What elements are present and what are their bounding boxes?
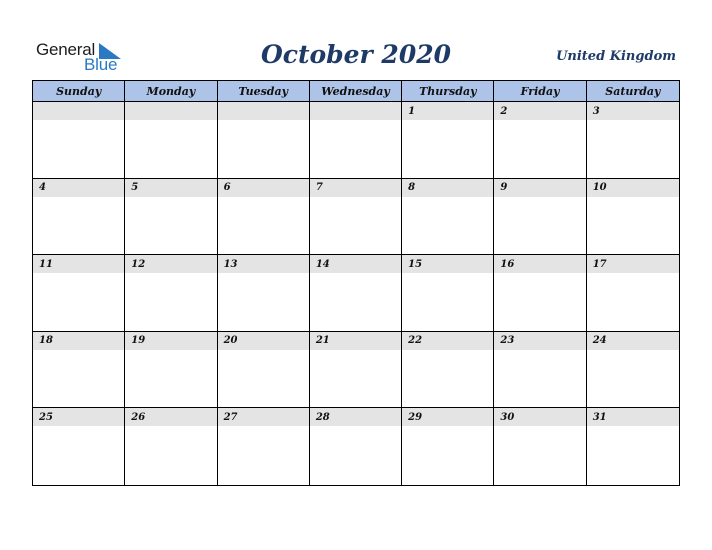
day-cell — [218, 255, 310, 332]
day-number: 2 — [500, 105, 508, 117]
day-number: 9 — [500, 182, 508, 194]
day-number-bar — [402, 179, 493, 197]
day-number: 22 — [408, 335, 423, 347]
day-cell — [33, 255, 125, 332]
day-cell — [218, 102, 310, 179]
day-number: 18 — [39, 335, 53, 347]
day-number: 19 — [131, 335, 146, 347]
day-number-bar — [125, 408, 216, 426]
day-number-bar — [125, 255, 216, 273]
day-number: 10 — [592, 182, 607, 194]
logo-text-general: General — [36, 40, 96, 59]
day-number: 17 — [592, 258, 607, 270]
day-number: 15 — [408, 258, 423, 270]
country-label: United Kingdom — [556, 49, 676, 64]
day-cell — [125, 102, 217, 179]
day-number-bar — [218, 179, 309, 197]
day-number-bar — [33, 408, 124, 426]
day-cell — [494, 179, 586, 256]
day-number-bar — [33, 255, 124, 273]
day-cell — [310, 255, 402, 332]
day-number: 29 — [408, 411, 423, 423]
day-number-bar — [310, 408, 401, 426]
day-number-bar — [494, 332, 585, 350]
day-cell — [125, 408, 217, 485]
day-number: 30 — [500, 411, 515, 423]
day-cell — [587, 179, 679, 256]
day-cell — [587, 332, 679, 409]
logo-text-blue: Blue — [84, 55, 118, 74]
day-cell — [310, 408, 402, 485]
day-number-bar — [587, 332, 679, 350]
day-cell — [587, 408, 679, 485]
day-cell — [402, 102, 494, 179]
day-number: 24 — [592, 335, 607, 347]
day-number: 7 — [315, 182, 323, 194]
day-cell — [310, 179, 402, 256]
day-number: 28 — [315, 411, 330, 423]
day-number-bar — [494, 408, 585, 426]
day-cell — [402, 255, 494, 332]
day-number-bar — [218, 102, 309, 120]
day-number: 1 — [408, 105, 416, 117]
day-number-bar — [125, 332, 216, 350]
day-number: 13 — [223, 258, 238, 270]
day-cell — [33, 179, 125, 256]
day-number: 23 — [500, 335, 515, 347]
day-cell — [33, 332, 125, 409]
day-cell — [494, 255, 586, 332]
day-number: 20 — [223, 335, 238, 347]
day-cell — [125, 179, 217, 256]
day-number: 21 — [315, 335, 330, 347]
day-cell — [587, 102, 679, 179]
day-cell — [402, 408, 494, 485]
day-cell — [125, 255, 217, 332]
day-cell — [125, 332, 217, 409]
day-number: 6 — [223, 182, 231, 194]
day-number-bar — [494, 255, 585, 273]
day-cell — [402, 332, 494, 409]
day-cell — [494, 408, 586, 485]
day-number-bar — [587, 408, 679, 426]
day-number-bar — [310, 179, 401, 197]
day-number-bar — [587, 102, 679, 120]
calendar-title: October 2020 — [260, 40, 452, 69]
weekday-header-friday: Friday — [494, 81, 586, 102]
day-cell — [218, 179, 310, 256]
day-number-bar — [218, 255, 309, 273]
day-number-bar — [402, 102, 493, 120]
day-number-bar — [402, 332, 493, 350]
day-number: 3 — [592, 105, 600, 117]
day-cell — [587, 255, 679, 332]
day-cell — [33, 408, 125, 485]
day-number: 8 — [408, 182, 416, 194]
day-number: 4 — [39, 182, 46, 194]
day-number: 25 — [39, 411, 53, 423]
day-number: 27 — [223, 411, 238, 423]
day-number: 5 — [131, 182, 139, 194]
day-cell — [310, 332, 402, 409]
weekday-header-wednesday: Wednesday — [310, 81, 402, 102]
day-number: 26 — [131, 411, 146, 423]
day-cell — [494, 102, 586, 179]
day-number-bar — [218, 332, 309, 350]
day-number-bar — [587, 255, 679, 273]
day-number: 14 — [315, 258, 330, 270]
weekday-header-monday: Monday — [125, 81, 217, 102]
day-number-bar — [125, 179, 216, 197]
day-number-bar — [494, 179, 585, 197]
day-number-bar — [33, 102, 124, 120]
day-number-bar — [33, 332, 124, 350]
day-number-bar — [218, 408, 309, 426]
day-cell — [33, 102, 125, 179]
day-cell — [218, 408, 310, 485]
day-cell — [310, 102, 402, 179]
day-number-bar — [494, 102, 585, 120]
day-number: 11 — [39, 258, 53, 270]
day-number-bar — [310, 332, 401, 350]
day-cell — [402, 179, 494, 256]
day-cell — [494, 332, 586, 409]
day-number-bar — [125, 102, 216, 120]
day-number-bar — [402, 255, 493, 273]
day-number: 12 — [131, 258, 146, 270]
weekday-header-sunday: Sunday — [33, 81, 125, 102]
day-number-bar — [402, 408, 493, 426]
day-number-bar — [587, 179, 679, 197]
day-number-bar — [310, 255, 401, 273]
day-number-bar — [310, 102, 401, 120]
day-number-bar — [33, 179, 124, 197]
day-number: 16 — [500, 258, 515, 270]
weekday-header-thursday: Thursday — [402, 81, 494, 102]
day-cell — [218, 332, 310, 409]
calendar-grid — [32, 80, 680, 486]
day-number: 31 — [592, 411, 607, 423]
weekday-header-saturday: Saturday — [587, 81, 679, 102]
weekday-header-tuesday: Tuesday — [218, 81, 310, 102]
